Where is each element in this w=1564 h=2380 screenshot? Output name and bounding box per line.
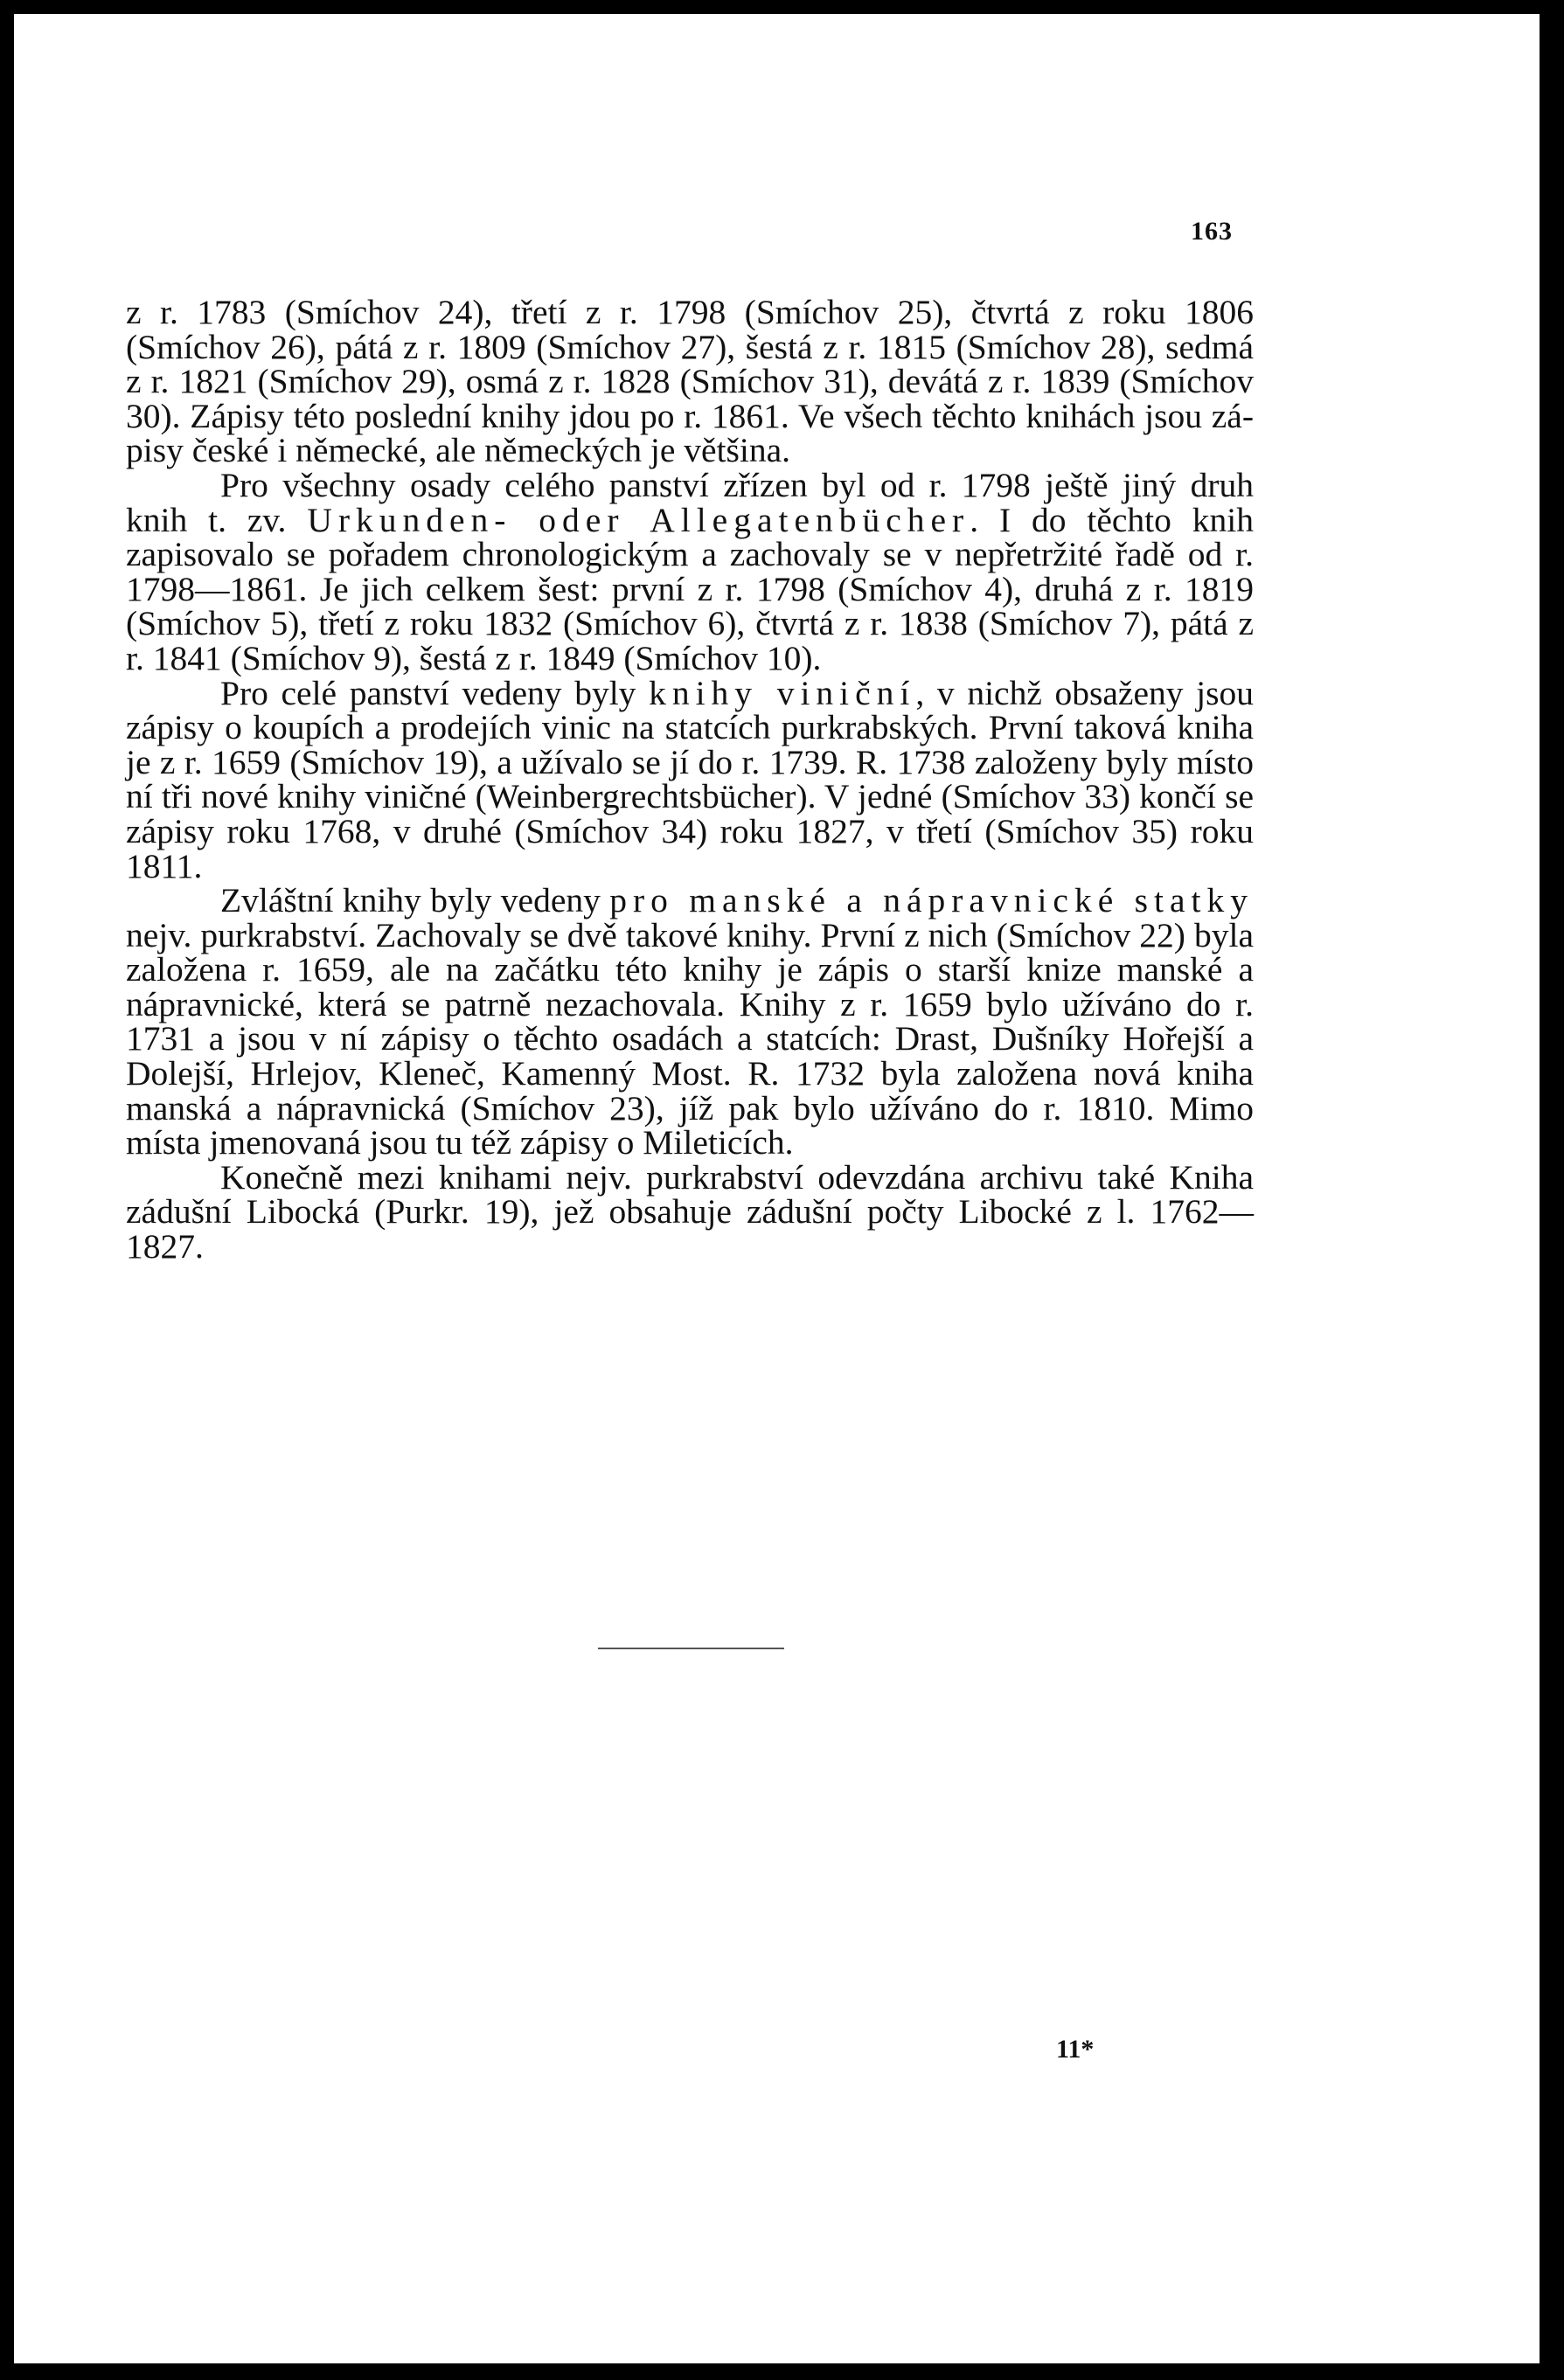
paragraph-text: Pro celé panství vedeny byly: [220, 673, 650, 712]
section-divider: [598, 1648, 784, 1649]
spaced-term: knihy viniční: [649, 673, 916, 712]
paragraph-text: Zvláštní knihy byly vedeny: [220, 881, 610, 920]
page-number: 163: [1191, 217, 1233, 246]
paragraph-text: Konečně mezi knihami nejv. purkrabství odevzdána archivu také Kniha zádušní Libocká (Purkr. 19), jež obsahuje zádušní počty Libocké z l. 1762—1827.: [126, 1157, 1254, 1266]
paragraph-4: [126, 881, 1254, 1162]
paragraph-text: Pro všechny osady celého panství zřízen byl od r. 1798 ještě jiný druh knih t. zv.: [126, 465, 1254, 539]
paragraph-5: [126, 1157, 1254, 1266]
spaced-term: Urkunden- oder Allegatenbücher: [307, 500, 970, 539]
paragraph-1: [126, 295, 1254, 468]
paragraph-2: [126, 465, 1254, 677]
paragraph-text: . I do těchto knih zapisovalo se pořadem chronologickým a zachovaly se v nepřetržité řadě od r. 1798—1861. Je jich celkem šest: první z r. 1798 (Smíchov 4), druhá z r. 1819 (Smíchov 5), třetí z roku 1832 (Smíchov 6), čtvrtá z r. 1838 (Smíchov 7), pátá z r. 1841 (Smíchov 9), šestá z r. 1849 (Smíchov 10).: [126, 500, 1254, 677]
document-page: [14, 14, 1540, 2363]
paragraph-text: , v nichž obsaženy jsou zápisy o koupích a prodejích vinic na statcích purkrabských. První taková kniha je z r. 1659 (Smíchov 19), a užívalo se jí do r. 1739. R. 1738 založeny byly místo ní tři nové knihy viničné (Weinbergrechtsbücher). V jedné (Smíchov 33) končí se zápisy roku 1768, v druhé (Smíchov 34) roku 1827, v třetí (Smíchov 35) roku 1811.: [126, 673, 1254, 885]
paragraph-text: nejv. purkrabství. Zachovaly se dvě takové knihy. První z nich (Smíchov 22) byla založena r. 1659, ale na začátku této knihy je zápis o starší knize manské a nápravnické, která se patrně nezachovala. Knihy z r. 1659 bylo užíváno do r. 1731 a jsou v ní zápisy o těchto osadách a statcích: Drast, Dušníky Hořejší a Dolejší, Hrlejov, Kleneč, Kamenný Most. R. 1732 byla založena nová kniha manská a nápravnická (Smíchov 23), jíž pak bylo užíváno do r. 1810. Mimo místa jmenovaná jsou tu též zápisy o Mileticích.: [126, 915, 1254, 1162]
printer-signature: 11*: [1056, 2035, 1095, 2064]
spaced-term: pro manské a nápravnické statky: [609, 881, 1254, 920]
body-text: [126, 295, 1254, 1265]
paragraph-text: z r. 1783 (Smíchov 24), třetí z r. 1798 (Smíchov 25), čtvrtá z roku 1806 (Smíchov 26), pátá z r. 1809 (Smíchov 27), šestá z r. 1815 (Smíchov 28), sedmá z r. 1821 (Smíchov 29), osmá z r. 1828 (Smíchov 31), devátá z r. 1839 (Smíchov 30). Zápisy této poslední knihy jdou po r. 1861. Ve všech těchto knihách jsou zápisy české i německé, ale německých je většina.: [126, 293, 1254, 470]
paragraph-3: [126, 673, 1254, 885]
